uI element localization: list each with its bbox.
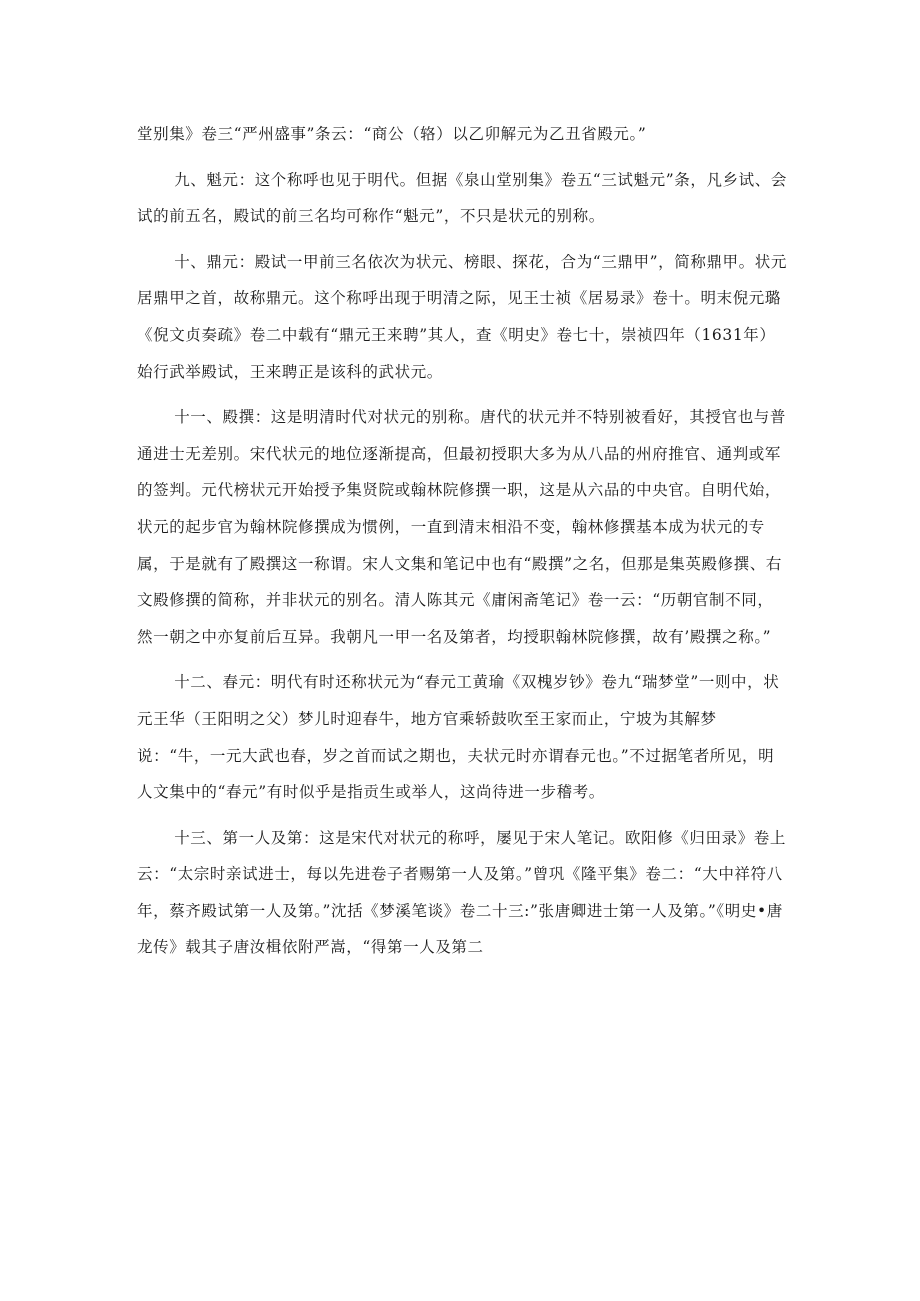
paragraph-diyiren-jidi: 十三、第一人及第：这是宋代对状元的称呼，屡见于宋人笔记。欧阳修《归田录》卷上云：“太宗时亲试进士，每以先进卷子者赐第一人及第。”曾巩《隆平集》卷二：“大中祥符八年，蔡齐殿试第一人及第。”沈括《梦溪笔谈》卷二十三:”张唐卿进士第一人及第。”《明史•唐龙传》载其子唐汝楫依附严嵩，“得第一人及第二 [137,828,786,957]
paragraph-continuation: 堂别集》卷三“严州盛事”条云：“商公（辂）以乙卯解元为乙丑省殿元。” [137,125,647,143]
paragraph-dingyuan: 十、鼎元：殿试一甲前三名依次为状元、榜眼、探花，合为“三鼎甲”，简称鼎甲。状元居鼎甲之首，故称鼎元。这个称呼出现于明清之际，见王士祯《居易录》卷十。明末倪元璐《倪文贞奏疏》卷二中载有“鼎元王来聘”其人，查《明史》卷七十，崇祯四年（1631年）始行武举殿试，王来聘正是该科的武状元。 [137,252,787,381]
paragraph-kuiyuan: 九、魁元：这个称呼也见于明代。但据《泉山堂别集》卷五“三试魁元”条，凡乡试、会试的前五名，殿试的前三名均可称作“魁元”，不只是状元的别称。 [137,170,787,226]
body-text [137,116,787,966]
paragraph-chunyuan: 十二、春元：明代有时还称状元为“春元工黄瑜《双槐岁钞》卷九“瑞梦堂”一则中，状元王华（王阳明之父）梦儿时迎春牛，地方官乘轿鼓吹至王家而止，宁坡为其解梦说：“牛，一元大武也春，岁之首而试之期也，夫状元时亦谓春元也。”不过据笔者所见，明人文集中的“春元”有时似乎是指贡生或举人，这尚待进一步稽考。 [137,673,780,802]
paragraph-dianzhuan: 十一、殿撰：这是明清时代对状元的别称。唐代的状元并不特别被看好，其授官也与普通进士无差别。宋代状元的地位逐渐提高，但最初授职大多为从八品的州府推官、通判或军的签判。元代榜状元开始授予集贤院或翰林院修撰一职，这是从六品的中央官。自明代始，状元的起步官为翰林院修撰成为惯例，一直到清末相沿不变，翰林修撰基本成为状元的专属，于是就有了殿撰这一称谓。宋人文集和笔记中也有“殿撰”之名，但那是集英殿修撰、右文殿修撰的简称，并非状元的别名。清人陈其元《庸闲斋笔记》卷一云：“历朝官制不同，然一朝之中亦复前后互异。我朝凡一甲一名及第者，均授职翰林院修撰，故有’殿撰之称。” [137,408,786,646]
